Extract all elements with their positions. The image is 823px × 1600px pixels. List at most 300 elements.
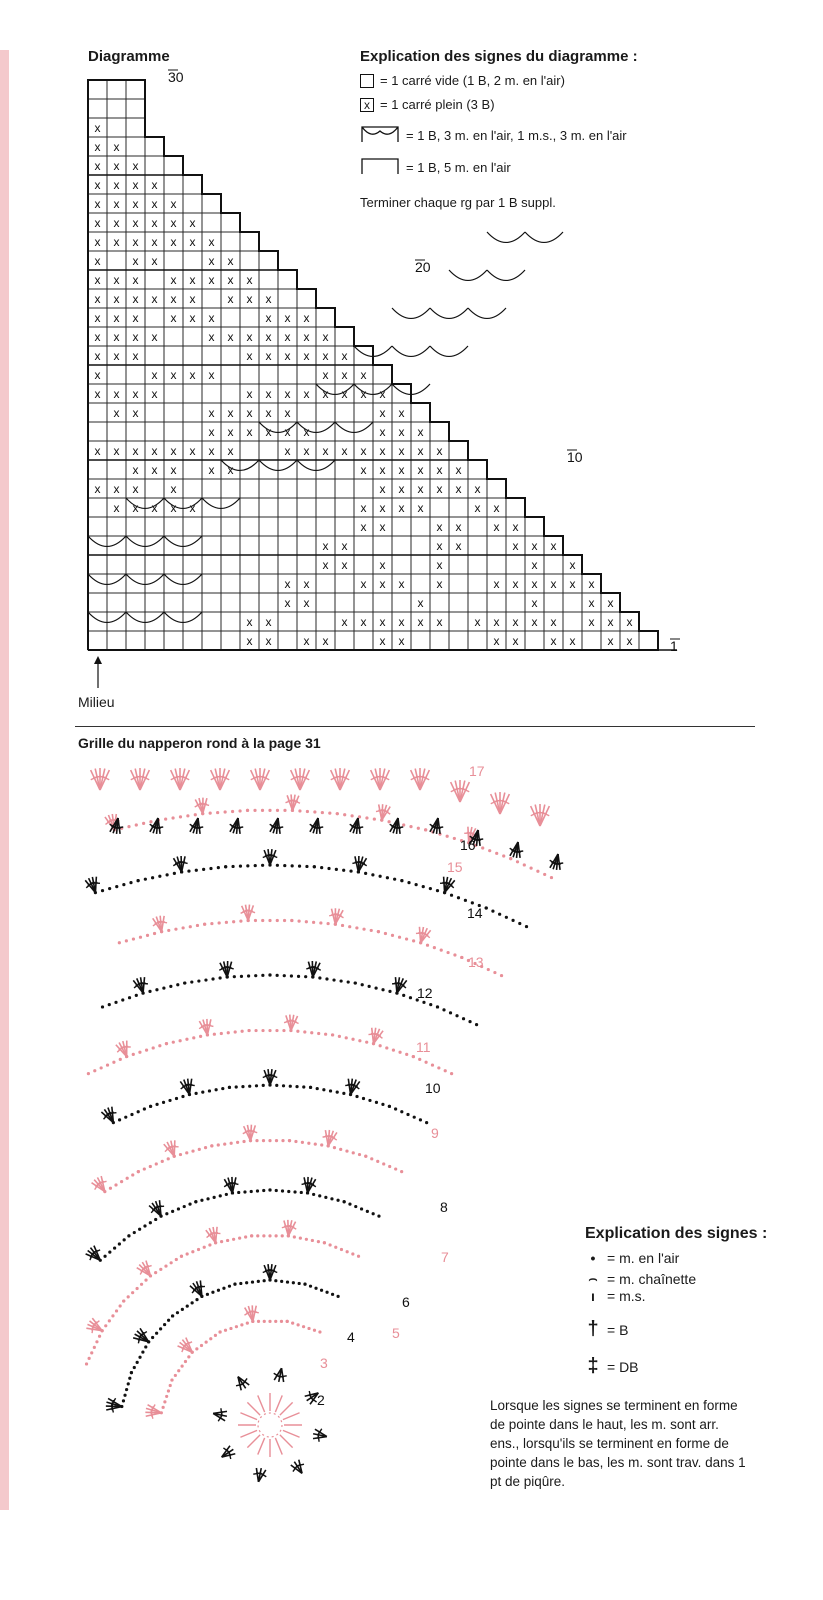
filled-cell-mark: x <box>113 330 120 344</box>
chain-dot <box>185 1151 188 1154</box>
cross-icon: † <box>587 1318 599 1340</box>
chain-dot <box>197 1248 200 1251</box>
chain-dot <box>306 810 309 813</box>
stitch-post <box>247 1402 260 1415</box>
filled-cell-mark: x <box>151 444 158 458</box>
stitch-crossbar <box>296 1464 304 1466</box>
chain-dot <box>379 1044 382 1047</box>
chain-dot <box>240 1323 243 1326</box>
chain-dot <box>233 1283 236 1286</box>
chain-dot <box>409 996 412 999</box>
chain-dot <box>346 1250 349 1253</box>
filled-cell-mark: x <box>493 634 500 648</box>
round-number: 13 <box>468 954 484 970</box>
filled-cell-mark: x <box>151 254 158 268</box>
filled-cell-mark: x <box>113 216 120 230</box>
chain-dot <box>166 873 169 876</box>
chain-dot <box>162 1406 165 1409</box>
chain-dot <box>112 1061 115 1064</box>
chain-dot <box>331 1293 334 1296</box>
filled-cell-mark: x <box>284 330 291 344</box>
chain-dot <box>422 1001 425 1004</box>
filled-cell-mark: x <box>550 634 557 648</box>
filled-cell-mark: x <box>227 330 234 344</box>
chain-dot <box>409 825 412 828</box>
chain-dot <box>224 810 227 813</box>
chain-dot <box>381 1103 384 1106</box>
chain-dot <box>419 1118 422 1121</box>
chain-dot <box>275 1139 278 1142</box>
chain-dot <box>305 865 308 868</box>
chain-dot <box>155 1162 158 1165</box>
filled-cell-mark: x <box>208 235 215 249</box>
arc-icon: ⌢ <box>588 1270 598 1286</box>
chain-dot <box>132 1053 135 1056</box>
chain-dot <box>371 873 374 876</box>
chain-dot <box>351 814 354 817</box>
chain-dot <box>221 1087 224 1090</box>
tick-icon: ı <box>591 1288 595 1304</box>
chain-dot <box>275 1189 278 1192</box>
filled-cell-mark: x <box>455 482 462 496</box>
filled-cell-mark: x <box>284 596 291 610</box>
chain-dot <box>228 1086 231 1089</box>
chain-dot <box>311 1239 314 1242</box>
chain-dot <box>213 1033 216 1036</box>
chain-dot <box>345 1149 348 1152</box>
filled-cell-mark: x <box>379 444 386 458</box>
chain-dot <box>220 1240 223 1243</box>
chain-dot <box>543 873 546 876</box>
filled-cell-mark: x <box>626 634 633 648</box>
round-number: 10 <box>425 1080 441 1096</box>
stitch-post <box>500 794 509 814</box>
filled-cell-mark: x <box>113 444 120 458</box>
chain-dot <box>195 1092 198 1095</box>
chain-dot <box>345 1036 348 1039</box>
chain-dot <box>227 1031 230 1034</box>
chain-dot <box>171 1314 174 1317</box>
chain-dot <box>191 1149 194 1152</box>
chain-dot <box>281 1189 284 1192</box>
chain-dot <box>222 1287 225 1290</box>
chain-dot <box>118 1118 121 1121</box>
chain-dot <box>108 1251 111 1254</box>
chain-dot <box>145 1048 148 1051</box>
chain-dot <box>313 1329 316 1332</box>
center-label: Milieu <box>78 694 115 710</box>
chain-dot <box>424 828 427 831</box>
filled-cell-mark: x <box>436 520 443 534</box>
chain-dot <box>261 809 264 812</box>
chain-dot <box>523 863 526 866</box>
chain-dot <box>386 876 389 879</box>
stitch-post <box>220 770 229 790</box>
legend-title: Explication des signes du diagramme : <box>360 48 638 65</box>
filled-cell-mark: x <box>379 577 386 591</box>
chain-dot <box>536 870 539 873</box>
chain-dot <box>437 1066 440 1069</box>
chain-dot <box>247 974 250 977</box>
filled-cell-mark: x <box>417 482 424 496</box>
chain-dot <box>310 1031 313 1034</box>
filled-cell-mark: x <box>360 463 367 477</box>
chain-dot <box>188 1203 191 1206</box>
round-number: 15 <box>447 859 463 875</box>
filled-cell-mark: x <box>94 235 101 249</box>
filled-cell-mark: x <box>398 406 405 420</box>
chain-dot <box>225 1193 228 1196</box>
filled-cell-mark: x <box>94 159 101 173</box>
chain-dot <box>234 1030 237 1033</box>
chain-dot <box>123 1394 126 1397</box>
filled-cell-mark: x <box>265 311 272 325</box>
filled-cell-mark: x <box>265 292 272 306</box>
chain-dot <box>436 889 439 892</box>
chain-dot <box>202 868 205 871</box>
chain-dot <box>348 1203 351 1206</box>
chain-dot <box>400 1110 403 1113</box>
chain-dot <box>171 1210 174 1213</box>
round-number: 9 <box>431 1125 439 1141</box>
round-number: 4 <box>347 1329 355 1345</box>
stitch-post <box>240 1430 257 1437</box>
chain-dot <box>398 936 401 939</box>
filled-cell-mark: x <box>531 615 538 629</box>
filled-cell-mark: x <box>284 406 291 420</box>
filled-cell-mark: x <box>113 178 120 192</box>
filled-cell-mark: x <box>94 482 101 496</box>
filled-cell-mark: x <box>94 216 101 230</box>
filled-cell-mark: x <box>626 615 633 629</box>
chain-dot <box>165 1042 168 1045</box>
filled-cell-mark: x <box>151 197 158 211</box>
chain-dot <box>215 1088 218 1091</box>
filled-cell-mark: x <box>189 501 196 515</box>
chain-dot <box>268 1234 271 1237</box>
chain-dot <box>330 1197 333 1200</box>
chain-dot <box>455 1014 458 1017</box>
sign-label: = m.s. <box>607 1288 646 1304</box>
chain-dot <box>412 939 415 942</box>
chain-dot <box>424 1061 427 1064</box>
chain-dot <box>251 1280 254 1283</box>
filled-cell-mark: x <box>227 463 234 477</box>
chain-dot <box>242 1140 245 1143</box>
chain-dot <box>217 1143 220 1146</box>
chain-dot <box>491 910 494 913</box>
chain-dot <box>122 1399 125 1402</box>
stitch-post <box>280 1435 293 1448</box>
chain-dot <box>165 1212 168 1215</box>
chain-dot <box>286 1280 289 1283</box>
filled-cell-mark: x <box>417 501 424 515</box>
chain-dot <box>230 1142 233 1145</box>
filled-cell-mark: x <box>113 482 120 496</box>
chain-dot <box>187 869 190 872</box>
chain-dot <box>340 1248 343 1251</box>
chain-dot <box>87 1072 90 1075</box>
filled-cell-mark: x <box>246 330 253 344</box>
filled-cell-mark: x <box>512 615 519 629</box>
chain-dot <box>223 1143 226 1146</box>
chain-dot <box>505 916 508 919</box>
chain-dot <box>108 1319 111 1322</box>
round-number: 6 <box>402 1294 410 1310</box>
chain-dot <box>247 1029 250 1032</box>
chain-dot <box>347 980 350 983</box>
stitch-post <box>180 770 189 790</box>
chain-dot <box>154 1271 157 1274</box>
filled-cell-mark: x <box>227 292 234 306</box>
chain-dot <box>293 1190 296 1193</box>
chain-dot <box>238 1237 241 1240</box>
chain-dot <box>211 1291 214 1294</box>
chain-dot <box>246 1322 249 1325</box>
filled-cell-mark: x <box>398 634 405 648</box>
chain-dot <box>209 867 212 870</box>
chain-dot <box>246 809 249 812</box>
filled-cell-mark: x <box>341 444 348 458</box>
chain-dot <box>276 809 279 812</box>
chain-dot <box>162 1101 165 1104</box>
chain-dot <box>388 1105 391 1108</box>
filled-cell-mark: x <box>170 482 177 496</box>
stitch-post <box>216 1227 217 1243</box>
chain-dot <box>391 934 394 937</box>
chain-dot <box>100 1066 103 1069</box>
chain-dot <box>286 1320 289 1323</box>
filled-cell-mark: x <box>493 615 500 629</box>
chain-dot <box>328 812 331 815</box>
chain-dot <box>418 1058 421 1061</box>
chain-dot <box>320 866 323 869</box>
stitch-crossbar <box>309 1391 311 1399</box>
filled-cell-mark: x <box>94 292 101 306</box>
filled-cell-mark: x <box>341 368 348 382</box>
filled-cell-mark: x <box>265 425 272 439</box>
chain-dot <box>382 1162 385 1165</box>
filled-cell-mark: x <box>417 596 424 610</box>
chain-dot <box>85 1362 88 1365</box>
chain-dot <box>125 939 128 942</box>
filled-cell-mark: x <box>227 406 234 420</box>
filled-cell-mark: x <box>265 615 272 629</box>
chain-dot <box>201 1091 204 1094</box>
chain-dot <box>402 994 405 997</box>
filled-cell-mark: x <box>132 292 139 306</box>
stitch-crossbar <box>236 1384 244 1386</box>
chain-dot <box>393 878 396 881</box>
chain-dot <box>262 1084 265 1087</box>
filled-cell-mark: x <box>322 539 329 553</box>
filled-cell-mark: x <box>113 406 120 420</box>
chain-dot <box>373 817 376 820</box>
chain-dot <box>210 922 213 925</box>
chain-dot <box>336 1091 339 1094</box>
chain-dot <box>197 979 200 982</box>
filled-cell-mark: x <box>379 501 386 515</box>
filled-cell-mark: x <box>398 444 405 458</box>
chain-dot <box>119 1058 122 1061</box>
filled-cell-mark: x <box>246 349 253 363</box>
chain-dot <box>324 1033 327 1036</box>
stitch-post <box>340 770 349 790</box>
chain-dot <box>225 921 228 924</box>
filled-cell-mark: x <box>417 444 424 458</box>
chain-dot <box>446 835 449 838</box>
chain-dot <box>462 1017 465 1020</box>
chain-dot <box>362 1097 365 1100</box>
filled-cell-mark: x <box>303 444 310 458</box>
chain-dot <box>179 815 182 818</box>
chain-dot <box>195 1298 198 1301</box>
chain-dot <box>442 1008 445 1011</box>
chain-dot <box>119 1304 122 1307</box>
chain-dot <box>261 1029 264 1032</box>
filled-cell-mark: x <box>360 444 367 458</box>
chain-dot <box>511 919 514 922</box>
chain-dot <box>138 1051 141 1054</box>
chain-dot <box>143 1224 146 1227</box>
chain-dot <box>192 1036 195 1039</box>
chain-dot <box>280 1280 283 1283</box>
chain-dot <box>453 837 456 840</box>
filled-cell-mark: x <box>132 501 139 515</box>
double-cross-icon: ‡ <box>587 1355 599 1377</box>
filled-cell-mark: x <box>474 501 481 515</box>
row-marker: 30 <box>168 69 184 85</box>
chain-dot <box>268 1139 271 1142</box>
chain-dot <box>126 1177 129 1180</box>
filled-cell-mark: x <box>208 406 215 420</box>
filled-cell-mark: x <box>436 539 443 553</box>
chain-dot <box>304 975 307 978</box>
filled-cell-mark: x <box>607 634 614 648</box>
chain-dot <box>297 1323 300 1326</box>
filled-cell-mark: x <box>588 577 595 591</box>
filled-cell-mark: x <box>170 273 177 287</box>
chain-dot <box>123 1238 126 1241</box>
filled-cell-mark: x <box>208 444 215 458</box>
chain-dot <box>368 985 371 988</box>
chain-dot <box>336 1199 339 1202</box>
chain-dot <box>206 1197 209 1200</box>
chain-dot <box>155 1103 158 1106</box>
chain-dot <box>318 1330 321 1333</box>
filled-cell-mark: x <box>151 368 158 382</box>
filled-cell-mark: x <box>151 216 158 230</box>
filled-cell-mark: x <box>132 349 139 363</box>
chain-dot <box>342 869 345 872</box>
chain-dot <box>93 1346 96 1349</box>
filled-cell-mark: x <box>113 273 120 287</box>
chain-dot <box>320 1143 323 1146</box>
stitch-post <box>258 1395 265 1412</box>
chain-dot <box>325 1291 328 1294</box>
filled-cell-mark: x <box>132 235 139 249</box>
chain-dot <box>224 1329 227 1332</box>
stitch-post <box>189 1079 191 1095</box>
filled-cell-mark: x <box>151 292 158 306</box>
filled-cell-mark: x <box>493 501 500 515</box>
chain-dot <box>245 1281 248 1284</box>
chain-dot <box>291 1322 294 1325</box>
chain-dot <box>181 1365 184 1368</box>
chain-dot <box>114 1183 117 1186</box>
chain-dot <box>368 1099 371 1102</box>
chain-dot <box>498 913 501 916</box>
chain-dot <box>233 975 236 978</box>
chain-dot <box>335 868 338 871</box>
chain-dot <box>220 1032 223 1035</box>
chain-dot <box>400 1170 403 1173</box>
chain-dot <box>175 1258 178 1261</box>
chain-dot <box>364 1155 367 1158</box>
chain-dot <box>450 1072 453 1075</box>
chain-dot <box>365 816 368 819</box>
stitch-crossbar <box>229 1451 231 1459</box>
chain-dot <box>219 976 222 979</box>
filled-cell-mark: x <box>360 577 367 591</box>
chain-dot <box>135 823 138 826</box>
chain-dot <box>184 1360 187 1363</box>
chain-dot <box>138 1356 141 1359</box>
filled-cell-mark: x <box>436 577 443 591</box>
chain-dot <box>313 865 316 868</box>
chain-dot <box>518 922 521 925</box>
filled-cell-mark: x <box>379 425 386 439</box>
chain-dot <box>274 1279 277 1282</box>
chain-dot <box>203 923 206 926</box>
chain-dot <box>214 1334 217 1337</box>
filled-cell-mark: x <box>113 311 120 325</box>
chain-dot <box>127 1234 130 1237</box>
chain-dot <box>217 866 220 869</box>
filled-cell-mark: x <box>607 615 614 629</box>
filled-cell-mark: x <box>94 368 101 382</box>
filled-cell-mark: x <box>132 159 139 173</box>
chain-dot <box>235 1085 238 1088</box>
chain-dot <box>88 1357 91 1360</box>
stitch-post <box>380 770 389 790</box>
filled-cell-mark: x <box>189 292 196 306</box>
chain-dot <box>190 980 193 983</box>
filled-cell-mark: x <box>531 577 538 591</box>
chain-dot <box>255 1084 258 1087</box>
filled-cell-mark: x <box>132 216 139 230</box>
chain-dot <box>281 1234 284 1237</box>
chain-dot <box>379 875 382 878</box>
filled-cell-mark: x <box>246 406 253 420</box>
chain-dot <box>313 810 316 813</box>
chain-dot <box>384 932 387 935</box>
chain-dot <box>394 1107 397 1110</box>
chain-dot <box>229 1327 232 1330</box>
chain-dot <box>283 974 286 977</box>
chain-dot <box>250 1234 253 1237</box>
chain-dot <box>293 1235 296 1238</box>
chain-dot <box>307 1142 310 1145</box>
chain-dot <box>426 944 429 947</box>
chain-dot <box>336 812 339 815</box>
chain-dot <box>155 1332 158 1335</box>
chain-dot <box>174 1374 177 1377</box>
chain-dot <box>175 1097 178 1100</box>
filled-cell-mark: x <box>208 273 215 287</box>
chain-dot <box>468 1020 471 1023</box>
round-number: 12 <box>417 985 433 1001</box>
